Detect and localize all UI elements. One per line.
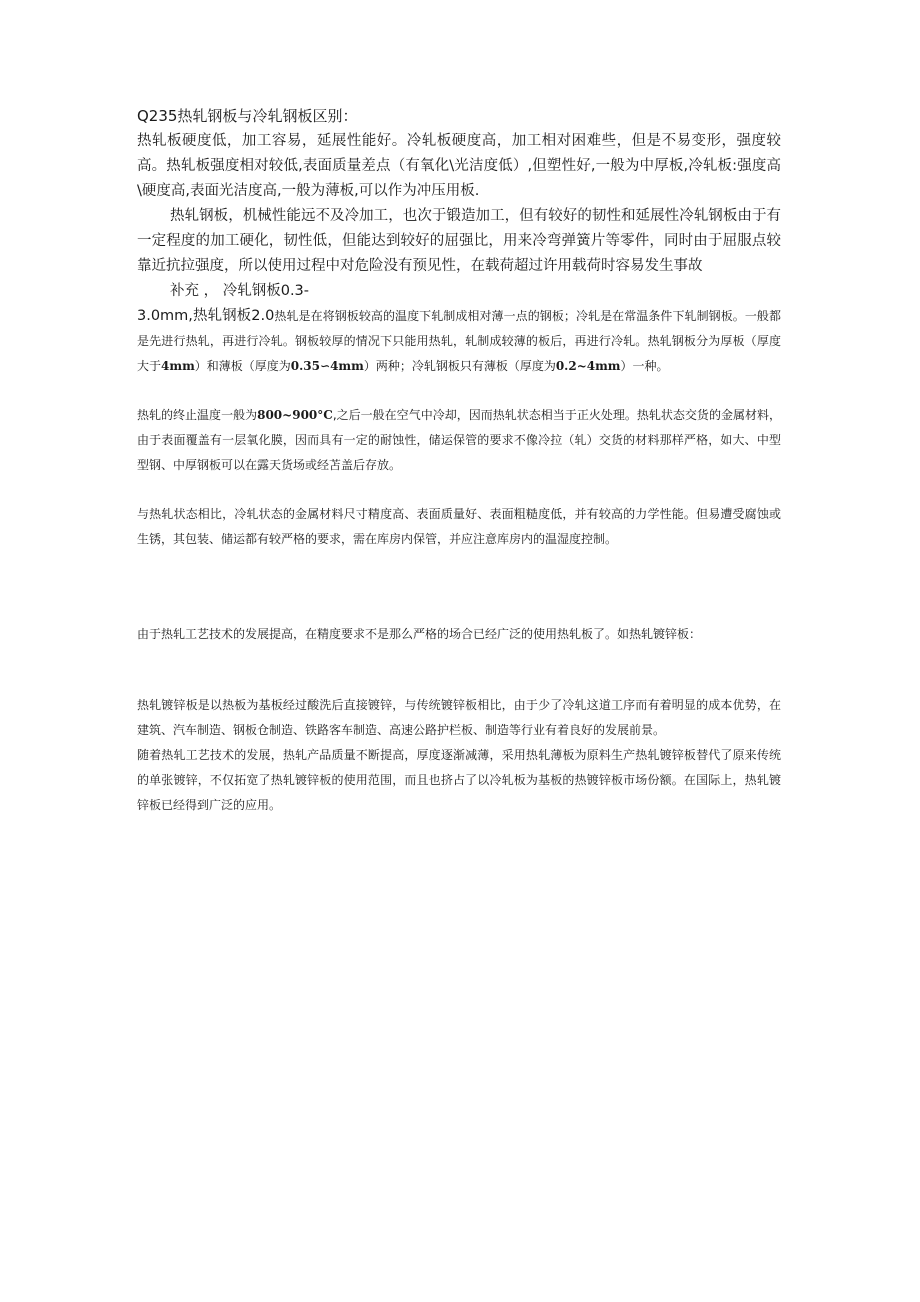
spacer (137, 552, 781, 622)
document-body (137, 104, 781, 818)
thickness-lead-text: 3.0mm,热轧钢板2.0 (137, 308, 275, 324)
thickness-text-a: 热轧是在将钢板较高的温度下轧制成相对薄一点的钢板；冷轧是在常温条件下轧制钢板。一般都是先进行热轧，再进行冷轧。钢板较厚的情况下只能用热轧，轧制成较薄的板后，再进行冷轧。热轧钢板分为厚板（厚度大于 (137, 309, 781, 373)
spacer (137, 379, 781, 403)
temperature-text-a: 热轧的终止温度一般为 (137, 408, 258, 422)
paragraph-hardness-comparison: 热轧板硬度低，加工容易，延展性能好。冷轧板硬度高，加工相对困难些，但是不易变形，强度较高。热轧板强度相对较低,表面质量差点（有氧化\光洁度低）,但塑性好,一般为中厚板,冷轧板:强度高\硬度高,表面光洁度高,一般为薄板,可以作为冲压用板. (137, 133, 781, 199)
thickness-value-thin: 0.35∽4mm (290, 359, 364, 373)
thickness-value-cold: 0.2~4mm (555, 359, 621, 373)
spacer (137, 647, 781, 693)
thickness-text-d: ）一种。 (620, 359, 669, 373)
paragraph-hot-rolled-usage: 由于热轧工艺技术的发展提高，在精度要求不是那么严格的场合已经广泛的使用热轧板了。如热轧镀锌板： (137, 627, 702, 641)
paragraph-mechanical-properties: 热轧钢板，机械性能远不及冷加工，也次于锻造加工，但有较好的韧性和延展性冷轧钢板由于有一定程度的加工硬化，韧性低，但能达到较好的屈强比，用来冷弯弹簧片等零件，同时由于屈服点较靠近抗拉强度，所以使用过程中对危险没有预见性，在载荷超过许用载荷时容易发生事故 (137, 208, 781, 274)
paragraph-galvanized-advantages: 热轧镀锌板是以热板为基板经过酸洗后直接镀锌，与传统镀锌板相比，由于少了冷轧这道工序而有着明显的成本优势，在建筑、汽车制造、钢板仓制造、铁路客车制造、高速公路护栏板、制造等行业有着良好的发展前景。 (137, 698, 781, 737)
temperature-text-b: ,之后一般在空气中冷却，因而热轧状态相当于正火处理。热轧状态交货的金属材料，由于表面覆盖有一层氧化膜，因而具有一定的耐蚀性，储运保管的要求不像冷拉（轧）交货的材料那样严格，如大、中型型钢、中厚钢板可以在露天货场或经苫盖后存放。 (137, 408, 781, 472)
paragraph-finishing-temperature (137, 403, 781, 478)
thickness-value-thick: 4mm (161, 359, 195, 373)
temperature-value: 800~900°C (257, 408, 333, 422)
thickness-text-b: ）和薄板（厚度为 (194, 359, 291, 373)
paragraph-thickness-ranges (137, 304, 781, 379)
paragraph-supplement-heading: 补充 ， 冷轧钢板0.3- (170, 283, 310, 299)
thickness-text-c: ）两种；冷轧钢板只有薄板（厚度为 (363, 359, 556, 373)
document-title: Q235热轧钢板与冷轧钢板区别： (137, 107, 358, 125)
paragraph-cold-rolled-state: 与热轧状态相比，冷轧状态的金属材料尺寸精度高、表面质量好、表面粗糙度低，并有较高的力学性能。但易遭受腐蚀或生锈，其包装、储运都有较严格的要求，需在库房内保管，并应注意库房内的温湿度控制。 (137, 507, 781, 546)
spacer (137, 478, 781, 502)
paragraph-galvanized-development: 随着热轧工艺技术的发展，热轧产品质量不断提高，厚度逐渐减薄，采用热轧薄板为原料生产热轧镀锌板替代了原来传统的单张镀锌，不仅拓宽了热轧镀锌板的使用范围，而且也挤占了以冷轧板为基板的热镀锌板市场份额。在国际上，热轧镀锌板已经得到广泛的应用。 (137, 748, 781, 812)
